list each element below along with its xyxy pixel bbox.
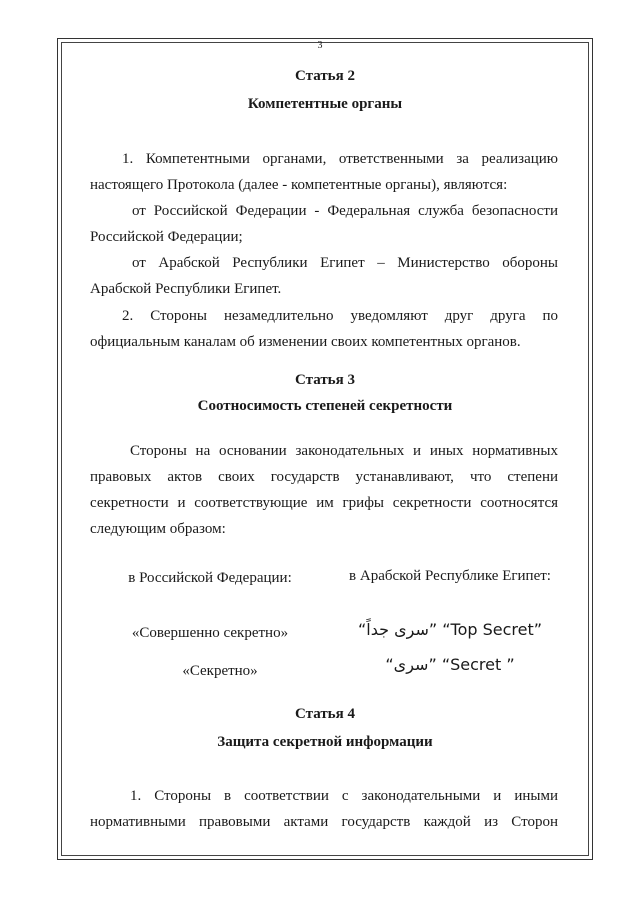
text-line: 2. Стороны незамедлительно уведомляют друг друга по — [122, 308, 558, 324]
text-line: следующим образом: — [90, 521, 226, 537]
article-2-paragraph-1 — [90, 146, 558, 198]
text-line: от Арабской Республики Египет – Министерство обороны — [132, 255, 558, 271]
article-3-heading: Статья 3 — [295, 372, 355, 388]
classification-ru-top-secret: «Совершенно секретно» — [131, 625, 289, 641]
article-4-heading: Статья 4 — [295, 706, 355, 722]
classification-ru-secret: «Секретно» — [182, 663, 258, 679]
article-4-subheading: Защита секретной информации — [217, 734, 433, 750]
text-line: Стороны на основании законодательных и иных нормативных — [130, 443, 558, 459]
text-line: Российской Федерации; — [90, 229, 243, 245]
text-line: правовых актов своих государств устанавливают, что степени — [90, 469, 558, 485]
egypt-column-header: в Арабской Республике Египет: — [349, 568, 551, 584]
page-number: 3 — [317, 40, 323, 51]
text-line: 1. Компетентными органами, ответственными за реализацию — [122, 151, 558, 167]
article-2-subheading: Компетентные органы — [247, 96, 403, 112]
russia-column-header: в Российской Федерации: — [128, 570, 292, 586]
article-3-paragraph-1 — [90, 438, 558, 542]
text-line: от Российской Федерации - Федеральная служба безопасности — [132, 203, 558, 219]
article-2-paragraph-3 — [90, 250, 558, 302]
text-line: секретности и соответствующие им грифы секретности соотносятся — [90, 495, 558, 511]
text-line: официальным каналам об изменении своих компетентных органов. — [90, 334, 521, 350]
article-4-paragraph-1 — [90, 783, 558, 835]
article-3-subheading: Соотносимость степеней секретности — [197, 398, 453, 414]
classification-eg-secret: “سرى” “Secret ” — [385, 655, 515, 674]
article-2-paragraph-2 — [90, 198, 558, 250]
classification-eg-top-secret: “سرى جداً” “Top Secret” — [357, 620, 543, 639]
article-2-heading: Статья 2 — [295, 68, 355, 84]
text-line: 1. Стороны в соответствии с законодательными и иными — [130, 788, 558, 804]
text-line: настоящего Протокола (далее - компетентные органы), являются: — [90, 177, 508, 193]
article-2-paragraph-4 — [90, 303, 558, 355]
text-line: нормативными правовыми актами государств каждой из Сторон — [90, 814, 558, 830]
text-line: Арабской Республики Египет. — [90, 281, 282, 297]
